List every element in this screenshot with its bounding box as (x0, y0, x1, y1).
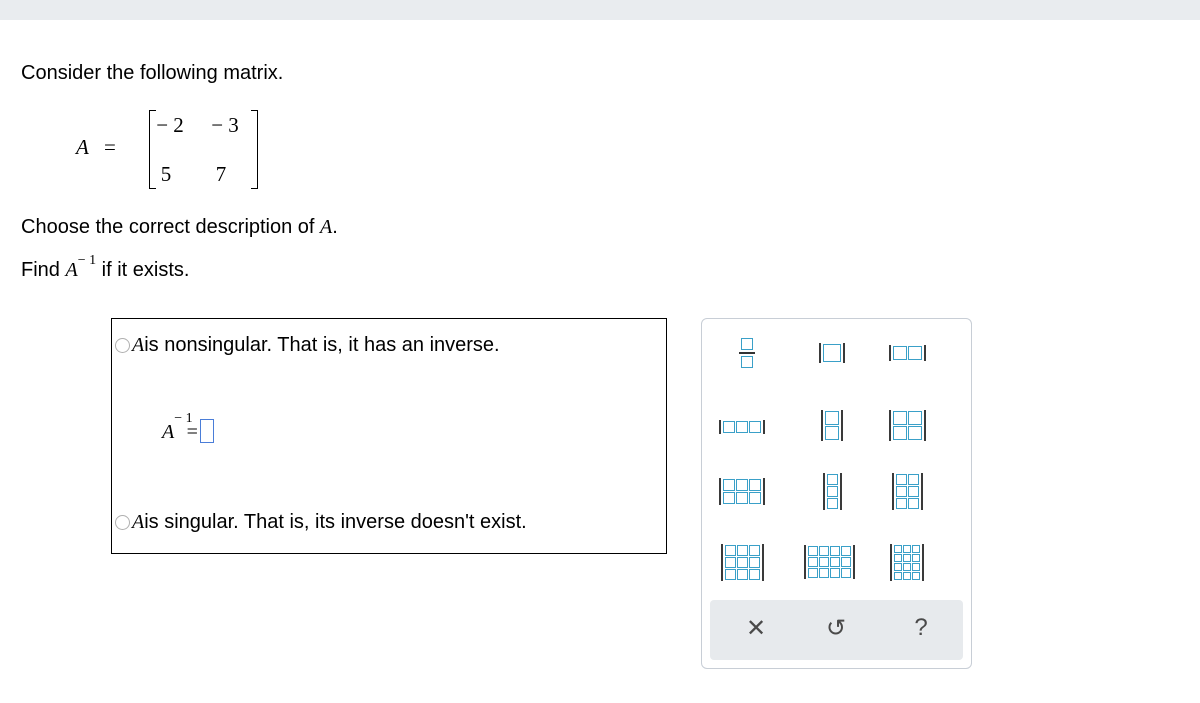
matrix-2x1-icon (821, 410, 843, 441)
matrix-3x4-icon (804, 545, 855, 579)
radio-singular[interactable] (115, 515, 130, 530)
undo-icon[interactable]: ↺ (825, 615, 847, 642)
fraction-button[interactable] (732, 335, 762, 371)
prompt-text: Consider the following matrix. (21, 62, 284, 84)
matrix-cell-r1c1: − 2 (156, 113, 184, 137)
instruction-description: Choose the correct description of A. (21, 216, 338, 238)
matrix-cell-r2c2: 7 (215, 162, 227, 186)
matrix-cell-r2c1: 5 (160, 162, 172, 186)
matrix-2x3-button[interactable] (712, 469, 772, 513)
answer-box (111, 318, 667, 554)
matrix-cell-r1c2: − 3 (211, 113, 239, 137)
matrix-3x3-button[interactable] (712, 537, 772, 587)
inverse-answer-row: A − 1 = (162, 411, 214, 444)
matrix-1x1-button[interactable] (812, 335, 852, 371)
matrix-4x3-icon (890, 544, 924, 581)
matrix-2x1-button[interactable] (812, 403, 852, 447)
matrix-1x3-icon (719, 420, 765, 434)
matrix-name: A (76, 135, 89, 159)
matrix-1x1-icon (819, 343, 845, 363)
option-singular[interactable]: A is singular. That is, its inverse doesn't exist. (115, 511, 527, 534)
help-icon[interactable]: ? (914, 614, 928, 641)
matrix-3x4-button[interactable] (794, 537, 864, 587)
top-bar (0, 0, 1200, 20)
radio-nonsingular[interactable] (115, 338, 130, 353)
matrix-3x1-button[interactable] (812, 467, 852, 515)
matrix-3x2-icon (892, 473, 923, 510)
matrix-3x2-button[interactable] (882, 467, 932, 515)
matrix-3x3-icon (721, 544, 764, 581)
fraction-icon (739, 338, 755, 368)
option-nonsingular[interactable]: A is nonsingular. That is, it has an inverse. (115, 334, 500, 357)
matrix-2x2-icon (889, 410, 926, 441)
matrix-2x3-icon (719, 478, 765, 505)
matrix-1x2-button[interactable] (882, 335, 932, 371)
clear-icon[interactable]: ✕ (745, 615, 767, 642)
matrix-2x2-button[interactable] (882, 403, 932, 447)
inverse-input-box[interactable] (200, 419, 214, 443)
matrix-3x1-icon (823, 473, 842, 510)
math-palette (701, 318, 972, 669)
matrix-equals: = (104, 135, 116, 159)
palette-footer (710, 600, 963, 660)
matrix-right-bracket (251, 110, 258, 189)
matrix-1x2-icon (889, 345, 926, 361)
matrix-1x3-button[interactable] (712, 409, 772, 445)
instruction-find-inverse: Find $A^{- 1}$ if it exists. (21, 253, 190, 281)
matrix-4x3-button[interactable] (882, 535, 932, 589)
